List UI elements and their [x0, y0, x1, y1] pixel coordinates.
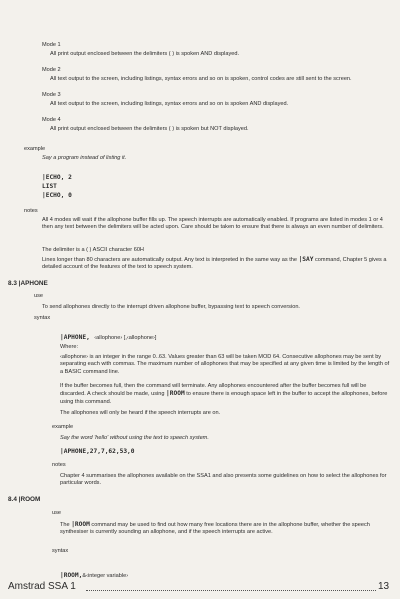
aphone-syntax-args: ‹allophone› [,‹allophone›] [94, 335, 157, 341]
aphone-example-label: example [52, 424, 74, 430]
aphone-use-label: use [34, 293, 44, 299]
aphone-use-text: To send allophones directly to the interrupt driven allophone buffer, bypassing text to speech conversion. [42, 304, 300, 310]
mode-3-description: All text output to the screen, including listings, syntax errors and so on is spoken AND displayed. [50, 101, 289, 107]
echo-example-label: example [24, 146, 46, 152]
room-syntax-command: |ROOM, [60, 572, 83, 579]
echo-example-caption: Say a program instead of listing it. [42, 155, 127, 161]
room-command: |ROOM [166, 390, 185, 398]
mode-4-description: All print output enclosed between the delimiters ( ) is spoken but NOT displayed. [50, 126, 249, 132]
room-syntax-label: syntax [52, 548, 69, 554]
aphone-where-paragraph: ‹allophone› is an integer in the range 0..63. Values greater than 63 will be taken MOD 64. Consecutive allophones may be sent by separating each with commas. The maximum number of allophones that may be specified at any given time is limited by the length of a BASIC command line. [60, 354, 390, 375]
room-syntax [60, 564, 128, 582]
mode-1-description: All print output enclosed between the delimiters ( ) is spoken AND displayed. [50, 51, 240, 57]
say-command: |SAY [298, 256, 314, 263]
echo-notes-paragraph: Lines longer than 80 characters are automatically output. Any text is interpreted in the same way as the |SAY command, Chapter 5 gives a detailed account of the features of the text to speech system. [42, 256, 387, 271]
section-heading-aphone: 8.3 |APHONE [8, 280, 48, 287]
aphone-example-caption: Say the word 'hello' without using the text to speech system. [60, 435, 209, 441]
footer-dotted-leader [86, 590, 376, 591]
mode-2-description: All text output to the screen, including listings, syntax errors and so on is spoken, control codes are still sent to the screen. [50, 76, 352, 82]
aphone-interrupt-note: The allophones will only be heard if the speech interrupts are on. [60, 410, 221, 416]
mode-1-label: Mode 1 [42, 42, 61, 48]
echo-code-line: LIST [42, 183, 57, 190]
delimiter-note: The delimiter is a ( ) ASCII character 60H [42, 247, 144, 253]
aphone-notes-label: notes [52, 462, 66, 468]
aphone-syntax-command: |APHONE, [60, 334, 90, 341]
room-use-label: use [52, 510, 62, 516]
room-use-text: The |ROOM command may be used to find out how many free locations there are in the allophone buffer, whether the speech synthesiser is currently sounding an allophone, and if the speech interrupts are active. [60, 521, 370, 536]
mode-3-label: Mode 3 [42, 92, 61, 98]
aphone-syntax-label: syntax [34, 315, 51, 321]
aphone-syntax [60, 326, 156, 344]
section-heading-room: 8.4 |ROOM [8, 496, 41, 503]
room-syntax-args: &‹integer variable› [82, 573, 129, 579]
mode-4-label: Mode 4 [42, 117, 61, 123]
mode-2-label: Mode 2 [42, 67, 61, 73]
aphone-example-code: |APHONE,27,7,62,53,0 [60, 448, 135, 455]
page-number: 13 [378, 581, 390, 592]
footer-title: Amstrad SSA 1 [8, 581, 76, 592]
where-label: Where: [60, 344, 79, 350]
room-command: |ROOM [71, 521, 90, 528]
echo-code-line: |ECHO, 0 [42, 192, 72, 199]
echo-code-line: |ECHO, 2 [42, 174, 72, 181]
echo-notes-label: notes [24, 208, 38, 214]
echo-notes-paragraph: All 4 modes will wait if the allophone buffer fills up. The speech interrupts are automatically enabled. If programs are listed in modes 1 or 4 then any text between the delimiters will be acted upon. Care should be taken to ensure that there is always an even number of delimiters. [42, 217, 384, 231]
aphone-where-paragraph: If the buffer becomes full, then the command will terminate. Any allophones encountered after the buffer becomes full will be discarded. A check should be made, using |ROOM to ensure there is enough space left in the buffer to accept the allophones, before using this command. [60, 383, 388, 405]
aphone-notes-text: Chapter 4 summarises the allophones available on the SSA1 and also presents some guidelines on how to select the allophones for particular words. [60, 473, 387, 487]
